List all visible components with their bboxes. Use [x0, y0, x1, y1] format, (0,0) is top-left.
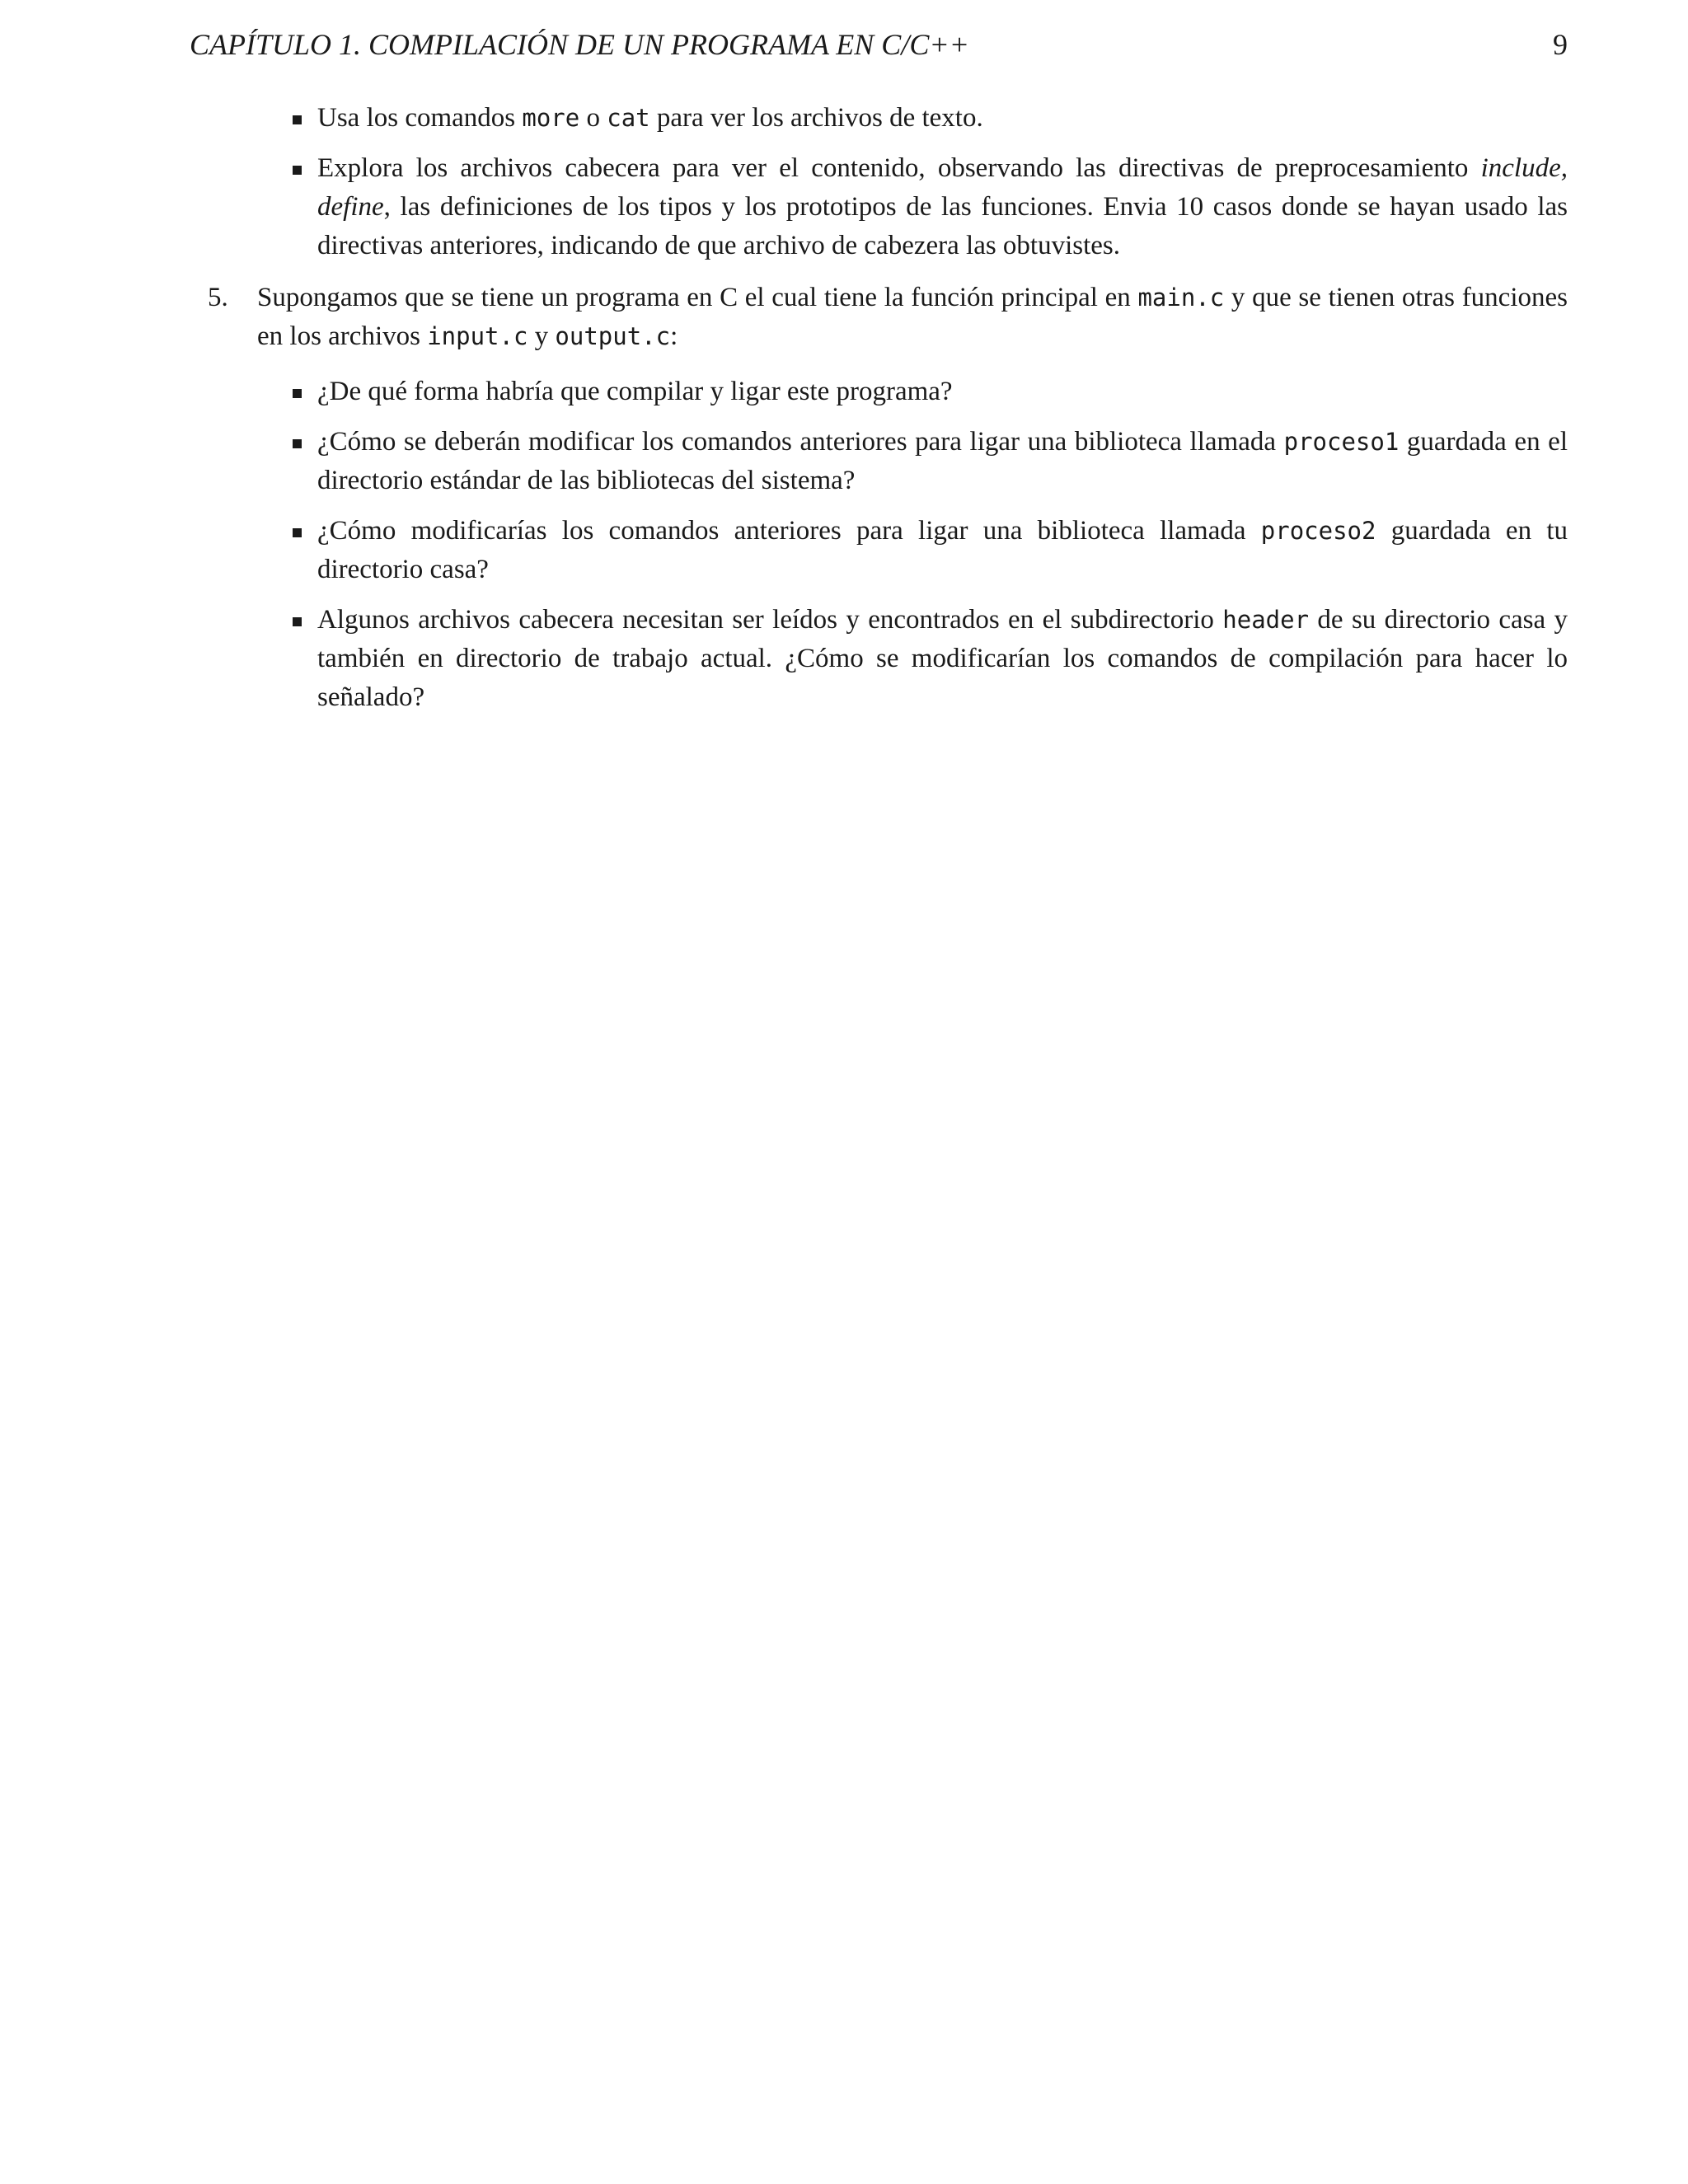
- inline-code: header: [1222, 606, 1310, 634]
- italic-text: include, define: [317, 153, 1568, 222]
- list-item: [317, 601, 1568, 717]
- list-item: [317, 99, 1568, 138]
- square-bullet-icon: [293, 439, 302, 448]
- inline-code: main.c: [1137, 284, 1225, 312]
- enum-paragraph: [257, 279, 1568, 356]
- square-bullet-icon: [293, 617, 302, 626]
- inline-code: more: [522, 104, 580, 132]
- inline-code: cat: [607, 104, 650, 132]
- text-run: o: [579, 103, 607, 133]
- top-bullet-list: [190, 99, 1568, 265]
- chapter-title: CAPÍTULO 1. COMPILACIÓN DE UN PROGRAMA EN C/C++: [190, 28, 969, 61]
- text-run: de su directorio casa y también en directorio de trabajo actual. ¿Cómo se modificarían los comandos de compilación para hacer lo señalado?: [317, 605, 1568, 712]
- text-run: :: [670, 321, 678, 351]
- inline-code: output.c: [555, 322, 671, 350]
- inline-code: input.c: [427, 322, 528, 350]
- enum-label: 5.: [208, 283, 228, 312]
- inline-code: proceso1: [1283, 428, 1400, 456]
- text-run: Usa los comandos: [317, 103, 523, 133]
- list-item: [317, 373, 1568, 411]
- square-bullet-icon: [293, 389, 302, 398]
- text-run: Explora los archivos cabecera para ver el contenido, observando las directivas de preprocesamiento: [317, 153, 1481, 183]
- running-header: [190, 25, 1568, 64]
- text-run: para ver los archivos de texto.: [649, 103, 983, 133]
- text-run: guardada en tu directorio casa?: [317, 516, 1568, 584]
- text-run: y que se tienen otras funciones en los archivos: [257, 283, 1568, 351]
- text-run: ¿Cómo se deberán modificar los comandos anteriores para ligar una biblioteca llamada: [317, 427, 1284, 457]
- enumerated-item-5: [190, 279, 1568, 356]
- item5-bullet-list: [190, 373, 1568, 717]
- text-run: y: [528, 321, 556, 351]
- main-content: [190, 99, 1568, 729]
- square-bullet-icon: [293, 166, 302, 175]
- text-run: Supongamos que se tiene un programa en C el cual tiene la función principal en: [257, 283, 1138, 312]
- text-run: ¿De qué forma habría que compilar y ligar este programa?: [317, 377, 953, 406]
- page-number: 9: [1553, 28, 1568, 61]
- text-run: , las definiciones de los tipos y los prototipos de las funciones. Envia 10 casos donde se hayan usado las directivas anteriores, indicando de que archivo de cabezera las obtuvistes.: [317, 192, 1568, 260]
- list-item: [317, 423, 1568, 500]
- square-bullet-icon: [293, 528, 302, 537]
- inline-code: proceso2: [1260, 517, 1376, 545]
- square-bullet-icon: [293, 115, 302, 124]
- text-run: Algunos archivos cabecera necesitan ser leídos y encontrados en el subdirectorio: [317, 605, 1223, 635]
- text-run: ¿Cómo modificarías los comandos anteriores para ligar una biblioteca llamada: [317, 516, 1261, 546]
- text-run: guardada en el directorio estándar de las bibliotecas del sistema?: [317, 427, 1568, 495]
- list-item: [317, 512, 1568, 589]
- list-item: [317, 149, 1568, 265]
